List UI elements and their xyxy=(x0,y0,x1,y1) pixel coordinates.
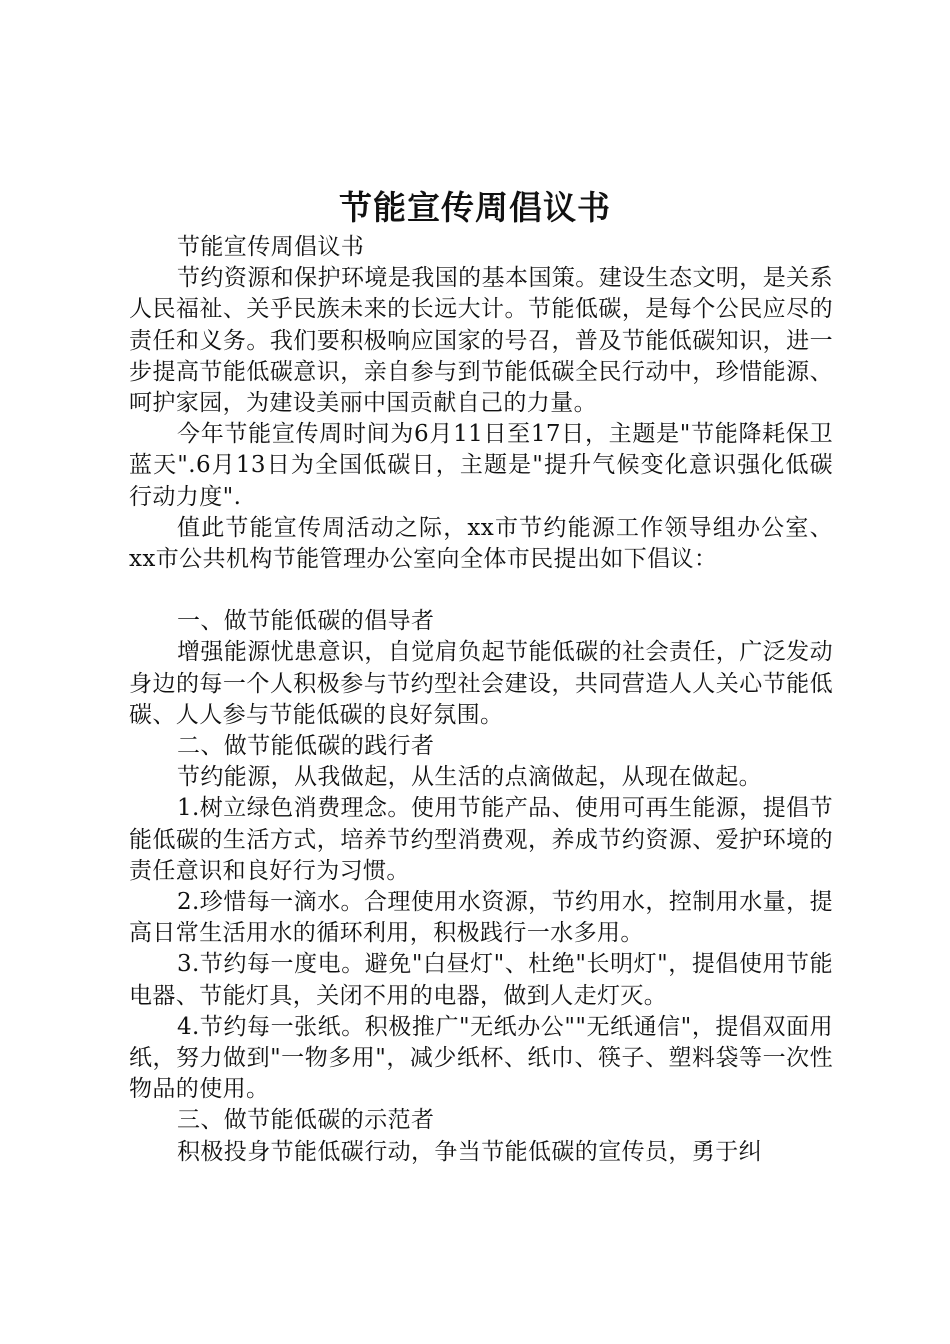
paragraph-section-3: 积极投身节能低碳行动，争当节能低碳的宣传员，勇于纠 xyxy=(177,1138,762,1165)
paragraph-intro: 节约资源和保护环境是我国的基本国策。建设生态文明，是关系人民福祉、关乎民族未来的长远大计。节能低碳，是每个公民应尽的责任和义务。我们要积极响应国家的号召，普及节能低碳知识，进一步提高节能低碳意识，亲自参与到节能低碳全民行动中，珍惜能源、呵护家园，为建设美丽中国贡献自己的力量。 xyxy=(129,265,833,417)
document-body xyxy=(129,232,833,1168)
paragraph-theme: 今年节能宣传周时间为6月11日至17日，主题是"节能降耗保卫蓝天".6月13日为全国低碳日，主题是"提升气候变化意识强化低碳行动力度". xyxy=(129,421,833,510)
list-item-3: 3.节约每一度电。避免"白昼灯"、杜绝"长明灯"，提倡使用节能电器、节能灯具，关闭不用的电器，做到人走灯灭。 xyxy=(129,951,833,1009)
document-title: 节能宣传周倡议书 xyxy=(339,188,611,227)
subtitle-line: 节能宣传周倡议书 xyxy=(177,234,365,260)
paragraph-proposal: 值此节能宣传周活动之际，xx市节约能源工作领导组办公室、xx市公共机构节能管理办公室向全体市民提出如下倡议： xyxy=(129,514,833,573)
section-heading-2: 二、做节能低碳的践行者 xyxy=(177,733,435,760)
section-heading-1: 一、做节能低碳的倡导者 xyxy=(177,608,435,635)
section-heading-3: 三、做节能低碳的示范者 xyxy=(177,1107,435,1134)
list-item-2: 2.珍惜每一滴水。合理使用水资源，节约用水，控制用水量，提高日常生活用水的循环利用，积极践行一水多用。 xyxy=(129,889,833,947)
paragraph-section-1: 增强能源忧患意识，自觉肩负起节能低碳的社会责任，广泛发动身边的每一个人积极参与节约型社会建设，共同营造人人关心节能低碳、人人参与节能低碳的良好氛围。 xyxy=(129,639,833,728)
list-item-4: 4.节约每一张纸。积极推广"无纸办公""无纸通信"，提倡双面用纸，努力做到"一物多用"，减少纸杯、纸巾、筷子、塑料袋等一次性物品的使用。 xyxy=(129,1013,833,1103)
list-item-1: 1.树立绿色消费理念。使用节能产品、使用可再生能源，提倡节能低碳的生活方式，培养节约型消费观，养成节约资源、爱护环境的责任意识和良好行为习惯。 xyxy=(129,795,833,884)
paragraph-section-2: 节约能源，从我做起，从生活的点滴做起，从现在做起。 xyxy=(177,764,762,791)
